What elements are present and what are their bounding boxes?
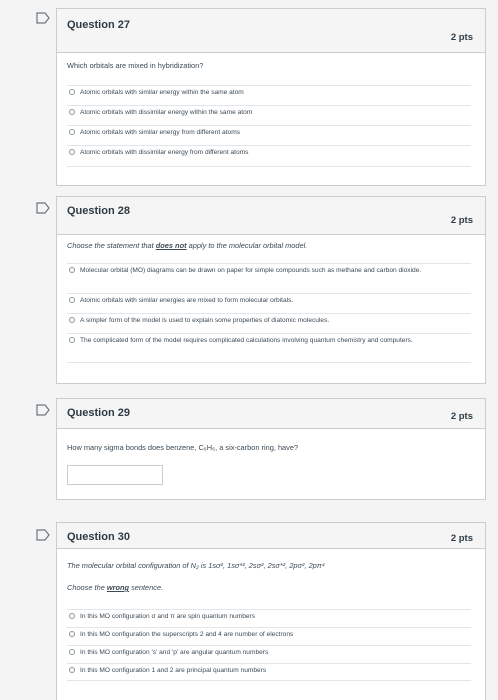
question-28-option-2[interactable]: Atomic orbitals with similar energies are mixed to form molecular orbitals.: [67, 293, 471, 313]
question-30-points: 2 pts: [450, 533, 473, 544]
question-29-card: [56, 398, 486, 500]
question-29-header: [57, 399, 485, 429]
question-27-card: [56, 8, 486, 186]
flag-question-30-icon[interactable]: [36, 529, 50, 541]
question-30-option-3[interactable]: In this MO configuration 's' and 'p' are angular quantum numbers: [67, 645, 471, 663]
flag-question-29-icon[interactable]: [36, 404, 50, 416]
question-28-card: [56, 196, 486, 384]
question-29-title: Question 29: [67, 407, 130, 419]
radio-button[interactable]: [69, 149, 75, 155]
radio-button[interactable]: [69, 649, 75, 655]
radio-button[interactable]: [69, 667, 75, 673]
question-27-points: 2 pts: [450, 32, 473, 43]
question-28-option-3[interactable]: A simpler form of the model is used to explain some properties of diatomic molecules.: [67, 313, 471, 333]
question-30-title: Question 30: [67, 531, 130, 543]
radio-button[interactable]: [69, 89, 75, 95]
question-27-prompt: Which orbitals are mixed in hybridization?: [67, 61, 204, 70]
radio-button[interactable]: [69, 267, 75, 273]
question-28-option-4[interactable]: The complicated form of the model requires complicated calculations involving quantum chemistry and computers.: [67, 333, 471, 363]
question-27-option-2[interactable]: Atomic orbitals with dissimilar energy within the same atom: [67, 105, 471, 125]
question-27-option-4[interactable]: Atomic orbitals with dissimilar energy from different atoms: [67, 145, 471, 167]
question-29-prompt: How many sigma bonds does benzene, C₆H₆, a six-carbon ring, have?: [67, 443, 299, 452]
flag-question-27-icon[interactable]: [36, 12, 50, 24]
question-29-answer-input[interactable]: [67, 465, 163, 485]
radio-button[interactable]: [69, 631, 75, 637]
question-28-option-1[interactable]: Molecular orbital (MO) diagrams can be drawn on paper for simple compounds such as methane and carbon dioxide.: [67, 263, 471, 293]
question-27-header: [57, 9, 485, 53]
radio-button[interactable]: [69, 337, 75, 343]
question-30-prompt-line-2: Choose the wrong sentence.: [67, 583, 164, 592]
question-27-title: Question 27: [67, 19, 130, 31]
question-30-option-1[interactable]: In this MO configuration σ and π are spin quantum numbers: [67, 609, 471, 627]
radio-button[interactable]: [69, 297, 75, 303]
radio-button[interactable]: [69, 317, 75, 323]
question-28-prompt: Choose the statement that does not apply to the molecular orbital model.: [67, 241, 308, 250]
radio-button[interactable]: [69, 129, 75, 135]
question-27-option-3[interactable]: Atomic orbitals with similar energy from different atoms: [67, 125, 471, 145]
question-28-header: [57, 197, 485, 235]
question-29-points: 2 pts: [450, 411, 473, 422]
question-28-points: 2 pts: [450, 215, 473, 226]
question-30-option-2[interactable]: In this MO configuration the superscripts 2 and 4 are number of electrons: [67, 627, 471, 645]
question-30-header: [57, 523, 485, 549]
question-30-card: [56, 522, 486, 700]
question-30-option-4[interactable]: In this MO configuration 1 and 2 are principal quantum numbers: [67, 663, 471, 681]
radio-button[interactable]: [69, 613, 75, 619]
question-27-option-1[interactable]: Atomic orbitals with similar energy within the same atom: [67, 85, 471, 105]
question-30-prompt-line-1: The molecular orbital configuration of N₂ is 1sσ², 1sσ*², 2sσ², 2sσ*², 2pσ², 2pπ⁴: [67, 561, 325, 570]
question-28-title: Question 28: [67, 205, 130, 217]
radio-button[interactable]: [69, 109, 75, 115]
flag-question-28-icon[interactable]: [36, 202, 50, 214]
